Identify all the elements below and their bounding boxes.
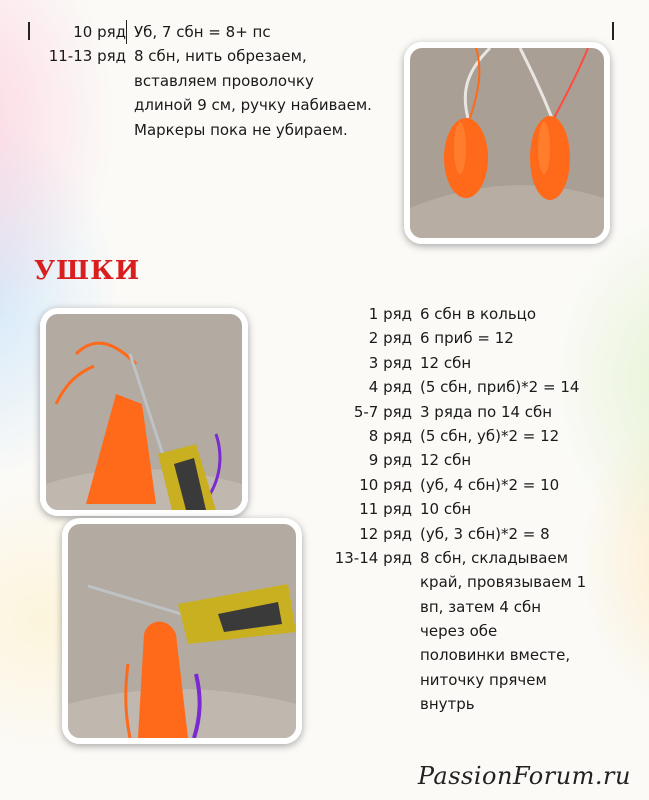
instruction-row bbox=[359, 473, 586, 497]
ears-instructions bbox=[334, 302, 587, 717]
instruction-row bbox=[353, 400, 586, 424]
row-label: 8 ряд bbox=[368, 426, 412, 445]
right-margin-bar bbox=[612, 22, 614, 40]
photo-ear-crochet-start bbox=[40, 308, 248, 516]
row-text: (5 сбн, приб)*2 = 14 bbox=[420, 378, 580, 397]
row-label: 12 ряд bbox=[359, 524, 412, 543]
row-text: (5 сбн, уб)*2 = 12 bbox=[420, 426, 560, 445]
row-text: 12 сбн bbox=[420, 353, 472, 372]
instruction-row bbox=[368, 302, 586, 326]
row-text-continued: Маркеры пока не убираем. bbox=[134, 120, 348, 139]
instruction-row bbox=[368, 424, 586, 448]
left-margin-bar bbox=[28, 22, 30, 40]
photo-stuffed-hands bbox=[404, 42, 610, 244]
row-text-continued: половинки вместе, bbox=[420, 646, 571, 665]
row-text: Уб, 7 сбн = 8+ пс bbox=[134, 23, 271, 41]
row-text: 12 сбн bbox=[420, 451, 472, 470]
row-text-continued: внутрь bbox=[420, 695, 475, 714]
row-text-continued: вставляем проволочку bbox=[134, 71, 314, 90]
instruction-row bbox=[368, 351, 586, 375]
row-label: 10 ряд bbox=[359, 475, 412, 494]
row-text: 8 сбн, нить обрезаем, bbox=[134, 47, 307, 66]
row-label: 2 ряд bbox=[368, 329, 412, 348]
row-label: 5-7 ряд bbox=[353, 402, 412, 421]
instruction-row bbox=[359, 497, 586, 521]
row-text-continued: вп, затем 4 сбн bbox=[420, 597, 542, 616]
instruction-row bbox=[334, 546, 586, 570]
row-label: 11 ряд bbox=[359, 500, 412, 519]
row-label: 9 ряд bbox=[368, 451, 412, 470]
row-label: 13-14 ряд bbox=[334, 548, 412, 567]
row-text: 10 сбн bbox=[420, 500, 472, 519]
instruction-row bbox=[73, 20, 372, 44]
instruction-row bbox=[359, 522, 586, 546]
row-text: (уб, 4 сбн)*2 = 10 bbox=[420, 475, 560, 494]
watermark-logo: PassionForum.ru bbox=[417, 762, 631, 790]
row-label: 11-13 ряд bbox=[48, 47, 126, 66]
row-text-continued: длиной 9 см, ручку набиваем. bbox=[134, 96, 372, 115]
row-label: 4 ряд bbox=[368, 378, 412, 397]
row-text: 8 сбн, складываем bbox=[420, 548, 569, 567]
photo-ear-crochet-end bbox=[62, 518, 302, 744]
row-text-continued: край, провязываем 1 bbox=[420, 573, 587, 592]
instruction-row bbox=[48, 44, 372, 68]
row-text: 3 ряда по 14 сбн bbox=[420, 402, 553, 421]
row-label: 1 ряд bbox=[368, 305, 412, 323]
row-label: 10 ряд bbox=[73, 23, 126, 41]
row-text: 6 сбн в кольцо bbox=[420, 305, 537, 323]
instruction-row bbox=[368, 375, 586, 399]
instruction-row bbox=[368, 448, 586, 472]
top-instructions bbox=[48, 20, 372, 142]
row-label: 3 ряд bbox=[368, 353, 412, 372]
label-separator bbox=[126, 20, 127, 44]
row-text-continued: ниточку прячем bbox=[420, 670, 547, 689]
section-heading: УШКИ bbox=[34, 256, 141, 286]
instruction-row bbox=[368, 326, 586, 350]
row-text-continued: через обе bbox=[420, 622, 498, 641]
row-text: (уб, 3 сбн)*2 = 8 bbox=[420, 524, 550, 543]
row-text: 6 приб = 12 bbox=[420, 329, 514, 348]
